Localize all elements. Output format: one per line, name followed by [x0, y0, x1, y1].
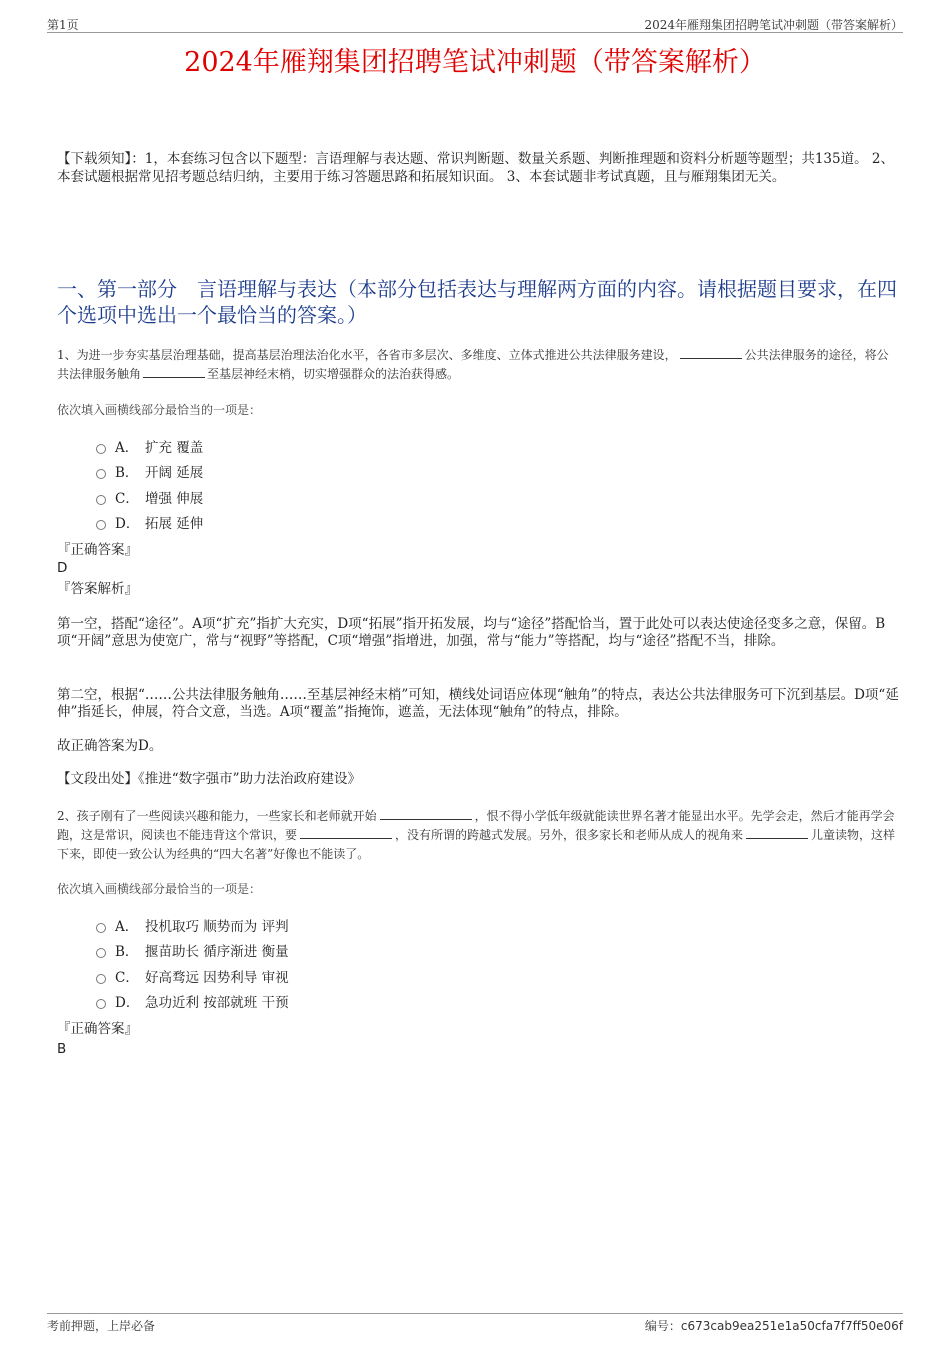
page-title: 2024年雁翔集团招聘笔试冲刺题（带答案解析）	[184, 47, 766, 78]
conclusion: 故正确答案为D。	[57, 738, 163, 754]
option-d[interactable]: D． 拓展 延伸	[96, 510, 203, 536]
answer-value: B	[57, 1041, 67, 1057]
section-heading: 一、第一部分 言语理解与表达（本部分包括表达与理解两方面的内容。请根据题目要求，在四个选项中选出一个最恰当的答案。）	[57, 277, 897, 327]
analysis-label: 『答案解析』	[57, 581, 138, 597]
fill-blank	[746, 826, 808, 839]
fill-blank	[380, 807, 472, 820]
download-notice: 【下载须知】：1，本套练习包含以下题型：言语理解与表达题、常识判断题、数量关系题、判断推理题和资料分析题等题型；共135道。 2、本套试题根据常见招考题总结归纳，主要用于练习答题思路和拓展知识面。 3、本套试题非考试真题，且与雁翔集团无关。	[57, 151, 894, 185]
analysis-paragraph: 第一空，搭配“途径”。A项“扩充”指扩大充实，D项“拓展”指开拓发展，均与“途径”搭配恰当，置于此处可以表达使途径变多之意，保留。B项“开阔”意思为使宽广，常与“视野”等搭配，C项“增强”指增进，加强，常与“能力”等搭配，均与“途径”搭配不当，排除。	[57, 616, 886, 649]
answer-label: 『正确答案』	[57, 1021, 138, 1037]
option-c[interactable]: C． 增强 伸展	[96, 484, 203, 510]
option-c[interactable]: C． 好高骛远 因势利导 审视	[96, 963, 289, 989]
answer-value: D	[57, 560, 68, 576]
answer-label: 『正确答案』	[57, 542, 138, 558]
page-number: 第1页	[47, 18, 79, 32]
option-d[interactable]: D． 急功近利 按部就班 干预	[96, 989, 289, 1015]
analysis-paragraph: 第二空，根据“……公共法律服务触角……至基层神经末梢”可知，横线处词语应体现“触角”的特点，表达公共法律服务可下沉到基层。D项“延伸”指延长，伸展，符合文意，当选。A项“覆盖”指掩饰，遮盖，无法体现“触角”的特点，排除。	[57, 687, 899, 720]
radio-icon[interactable]	[96, 999, 106, 1009]
radio-icon[interactable]	[96, 495, 106, 505]
radio-icon[interactable]	[96, 923, 106, 933]
source: 【文段出处】《推进“数字强市”助力法治政府建设》	[57, 771, 362, 787]
question-2-options	[96, 912, 289, 1014]
option-b[interactable]: B． 揠苗助长 循序渐进 衡量	[96, 938, 289, 964]
header-doc-title: 2024年雁翔集团招聘笔试冲刺题（带答案解析）	[644, 18, 903, 32]
question-1-options	[96, 433, 203, 535]
fill-blank	[300, 826, 392, 839]
footer-slogan: 考前押题，上岸必备	[47, 1319, 156, 1333]
radio-icon[interactable]	[96, 948, 106, 958]
radio-icon[interactable]	[96, 974, 106, 984]
question-2-prompt: 依次填入画横线部分最恰当的一项是：	[57, 882, 262, 896]
option-a[interactable]: A． 扩充 覆盖	[96, 433, 203, 459]
question-1-text: 1、为进一步夯实基层治理基础，提高基层治理法治化水平，各省市多层次、多维度、立体式推进公共法律服务建设， 公共法律服务的途径，将公共法律服务触角 至基层神经末梢，切实增强群众的法治获得感。	[57, 348, 889, 381]
option-a[interactable]: A． 投机取巧 顺势而为 评判	[96, 912, 289, 938]
radio-icon[interactable]	[96, 444, 106, 454]
option-b[interactable]: B． 开阔 延展	[96, 459, 203, 485]
page-header	[47, 14, 903, 33]
page-footer	[47, 1313, 903, 1333]
question-1-prompt: 依次填入画横线部分最恰当的一项是：	[57, 403, 262, 417]
radio-icon[interactable]	[96, 469, 106, 479]
question-2-text: 2、孩子刚有了一些阅读兴趣和能力，一些家长和老师就开始 ，恨不得小学低年级就能读世界名著才能显出水平。先学会走，然后才能再学会跑，这是常识，阅读也不能违背这个常识，要 ，没有所谓的跨越式发展。另外，很多家长和老师从成人的视角来 儿童读物，这样下来，即使一致公认为经典的“四大名著”好像也不能读了。	[57, 809, 896, 861]
fill-blank	[143, 365, 205, 378]
radio-icon[interactable]	[96, 520, 106, 530]
fill-blank	[680, 346, 742, 359]
footer-code: 编号：c673cab9ea251e1a50cfa7f7ff50e06f	[644, 1319, 903, 1333]
